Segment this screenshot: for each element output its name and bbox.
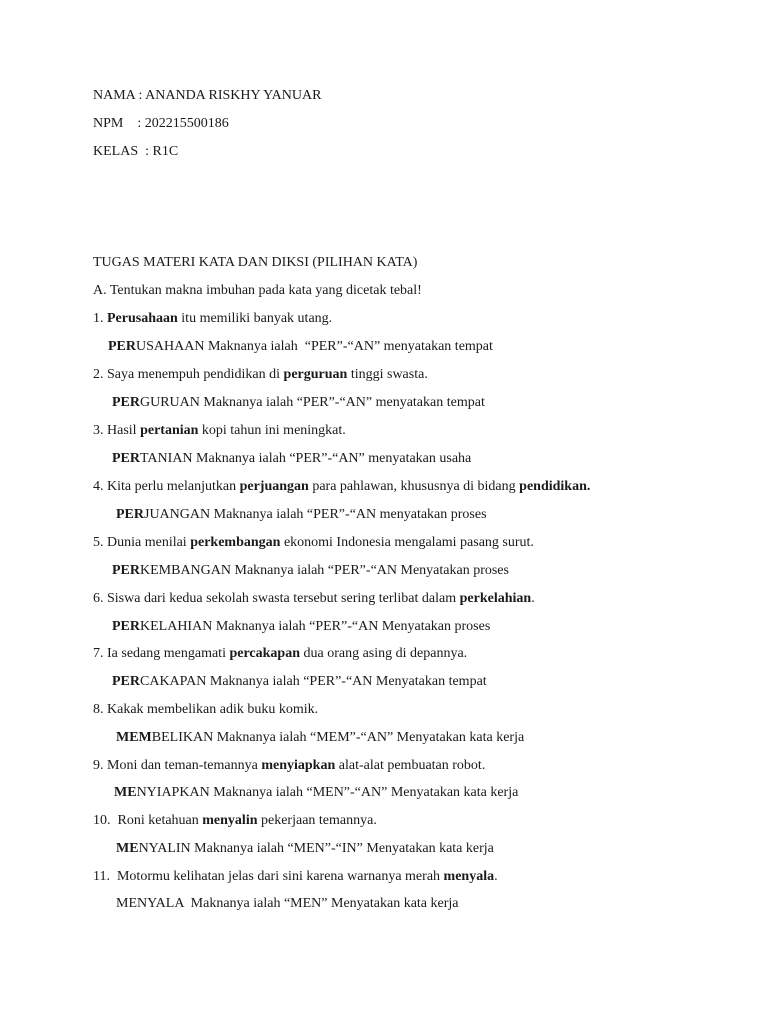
question-9 — [93, 757, 485, 775]
answer-5 — [112, 562, 509, 580]
bold-word: menyiapkan — [261, 758, 336, 773]
question-2 — [93, 366, 428, 384]
answer-text: Maknanya ialah “MEN”-“AN” Menyatakan kata kerja — [209, 785, 519, 800]
bold-word: perguruan — [283, 367, 348, 382]
question-text: dua orang asing di depannya. — [300, 646, 468, 661]
word-rest: BELIKAN — [151, 730, 214, 745]
question-text: 7. Ia sedang mengamati — [93, 646, 230, 661]
answer-text: Maknanya ialah “MEN”-“IN” Menyatakan kata kerja — [190, 841, 494, 856]
question-text: 9. Moni dan teman-temannya — [93, 758, 262, 773]
nama-label: NAMA : — [93, 88, 146, 103]
bold-word: pendidikan. — [519, 479, 591, 494]
bold-word: menyala — [443, 869, 495, 884]
question-text: 3. Hasil — [93, 423, 141, 438]
bold-word: pertanian — [140, 423, 199, 438]
kelas-value: R1C — [152, 144, 179, 159]
answer-text: Maknanya ialah “PER”-“AN Menyatakan proses — [212, 619, 491, 634]
affix-bold: PER — [112, 563, 140, 578]
word-rest: TANIAN — [140, 451, 193, 466]
question-text: . — [494, 869, 498, 884]
answer-7 — [112, 673, 487, 691]
affix-bold: PER — [112, 674, 140, 689]
word-rest: JUANGAN — [144, 507, 211, 522]
question-5 — [93, 534, 534, 552]
answer-text: Maknanya ialah “PER”-“AN” menyatakan usaha — [192, 451, 472, 466]
question-text: pekerjaan temannya. — [257, 813, 377, 828]
affix-bold: PER — [112, 451, 140, 466]
question-text: 5. Dunia menilai — [93, 535, 191, 550]
question-11 — [93, 868, 498, 886]
kelas-label: KELAS : — [93, 144, 153, 159]
answer-text: Maknanya ialah “MEM”-“AN” Menyatakan kata kerja — [213, 730, 525, 745]
npm-value: 202215500186 — [144, 116, 229, 131]
bold-word: Perusahaan — [107, 311, 178, 326]
word-rest: MENYALA — [116, 896, 184, 911]
affix-bold: PER — [112, 619, 140, 634]
bold-word: perkembangan — [190, 535, 281, 550]
affix-bold: MEM — [116, 730, 152, 745]
answer-text: Maknanya ialah “PER”-“AN” menyatakan tempat — [199, 395, 485, 410]
word-rest: NYIAPKAN — [136, 785, 210, 800]
question-text: para pahlawan, khususnya di bidang — [308, 479, 520, 494]
word-rest: KELAHIAN — [140, 619, 213, 634]
question-text: 6. Siswa dari kedua sekolah swasta tersebut sering terlibat dalam — [93, 591, 460, 606]
answer-text: Maknanya ialah “MEN” Menyatakan kata kerja — [183, 896, 459, 911]
answer-11 — [116, 895, 459, 913]
question-1 — [93, 310, 332, 328]
answer-9 — [114, 784, 518, 802]
npm-line — [93, 115, 229, 133]
instruction-text: A. Tentukan makna imbuhan pada kata yang dicetak tebal! — [93, 283, 422, 298]
question-text: ekonomi Indonesia mengalami pasang surut. — [280, 535, 534, 550]
affix-bold: PER — [108, 339, 136, 354]
bold-word: percakapan — [229, 646, 300, 661]
answer-8 — [116, 729, 524, 747]
question-8 — [93, 701, 318, 719]
question-text: 4. Kita perlu melanjutkan — [93, 479, 240, 494]
answer-text: Maknanya ialah “PER”-“AN Menyatakan proses — [231, 563, 509, 578]
answer-3 — [112, 450, 471, 468]
question-6 — [93, 590, 535, 608]
bold-word: perkelahian — [459, 591, 532, 606]
question-text: tinggi swasta. — [347, 367, 428, 382]
question-4 — [93, 478, 590, 496]
question-text: kopi tahun ini meningkat. — [198, 423, 346, 438]
question-text: 1. — [93, 311, 107, 326]
word-rest: USAHAAN — [136, 339, 205, 354]
answer-text: Maknanya ialah “PER”-“AN” menyatakan tempat — [204, 339, 493, 354]
question-3 — [93, 422, 346, 440]
kelas-line — [93, 143, 178, 161]
question-text: 8. Kakak membelikan adik buku komik. — [93, 702, 319, 717]
answer-text: Maknanya ialah “PER”-“AN Menyatakan tempat — [206, 674, 487, 689]
npm-label: NPM : — [93, 116, 145, 131]
bold-word: menyalin — [202, 813, 258, 828]
question-text: 11. Motormu kelihatan jelas dari sini karena warnanya merah — [93, 869, 444, 884]
question-text: 10. Roni ketahuan — [93, 813, 203, 828]
answer-text: Maknanya ialah “PER”-“AN menyatakan proses — [210, 507, 487, 522]
answer-6 — [112, 618, 490, 636]
question-7 — [93, 645, 467, 663]
answer-10 — [116, 840, 494, 858]
question-text: . — [531, 591, 535, 606]
question-10 — [93, 812, 377, 830]
question-text: itu memiliki banyak utang. — [177, 311, 333, 326]
affix-bold: PER — [112, 395, 140, 410]
question-text: 2. Saya menempuh pendidikan di — [93, 367, 284, 382]
word-rest: NYALIN — [138, 841, 191, 856]
word-rest: CAKAPAN — [140, 674, 207, 689]
answer-2 — [112, 394, 485, 412]
assignment-title: TUGAS MATERI KATA DAN DIKSI (PILIHAN KATA) — [93, 255, 418, 270]
bold-word: perjuangan — [239, 479, 309, 494]
nama-value: ANANDA RISKHY YANUAR — [145, 88, 322, 103]
affix-bold: PER — [116, 507, 144, 522]
nama-line — [93, 87, 321, 105]
word-rest: KEMBANGAN — [140, 563, 231, 578]
affix-bold: ME — [116, 841, 139, 856]
question-text: alat-alat pembuatan robot. — [335, 758, 486, 773]
affix-bold: ME — [114, 785, 137, 800]
word-rest: GURUAN — [140, 395, 200, 410]
answer-1 — [108, 338, 493, 356]
answer-4 — [116, 506, 487, 524]
